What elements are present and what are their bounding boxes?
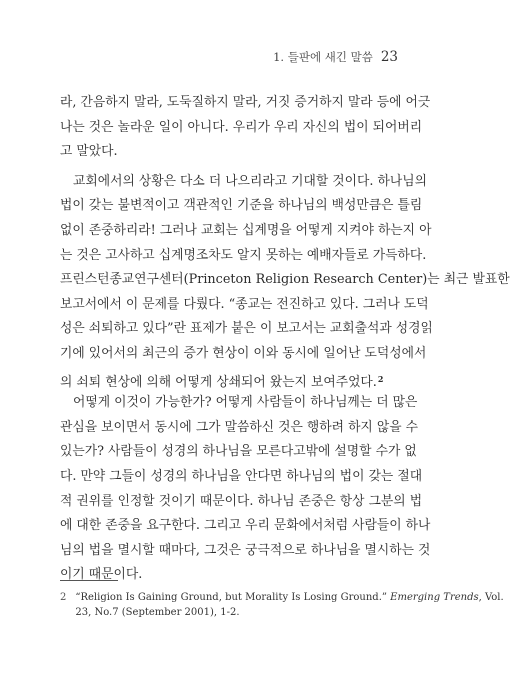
text-line: 고 말았다. (60, 144, 118, 160)
running-header (273, 49, 398, 65)
text-line: 관심을 보이면서 동시에 그가 말씀하신 것은 행하려 하지 않을 수 (60, 419, 419, 435)
text-line: 이기 때문이다. (60, 567, 143, 583)
paragraph-1 (60, 91, 431, 165)
text-line: 교회에서의 상황은 다소 더 나으리라고 기대할 것이다. 하나님의 (73, 173, 427, 189)
text-line: 없이 존중하리라! 그러나 교회는 십계명을 어떻게 지켜야 하는지 아 (60, 222, 432, 238)
text-line: 성은 쇠퇴하고 있다”란 표제가 붙은 이 보고서는 교회출석과 성경읽 (60, 321, 433, 337)
text-line-content: 의 쇠퇴 현상에 의해 어떻게 상쇄되어 왔는지 보여주었다. (60, 374, 377, 390)
paragraph-3 (60, 391, 431, 588)
text-line: 보고서에서 이 문제를 다뤘다. “종교는 전진하고 있다. 그러나 도덕 (60, 296, 429, 312)
footnote (60, 590, 504, 620)
footnote-citation: “Religion Is Gaining Ground, but Morality Is Losing Ground.” (75, 592, 391, 603)
text-line: 라, 간음하지 말라, 도둑질하지 말라, 거짓 증거하지 말라 등에 어긋 (60, 95, 431, 110)
text-line: 어떻게 이것이 가능한가? 어떻게 사람들이 하나님께는 더 많은 (73, 395, 418, 411)
text-line: 에 대한 존중을 요구한다. 그리고 우리 문화에서처럼 사람들이 하나 (60, 518, 431, 534)
text-line: 있는가? 사람들이 성경의 하나님을 모른다고밖에 설명할 수가 없 (60, 444, 417, 460)
footnote-number: 2 (60, 592, 67, 603)
text-line (60, 367, 410, 392)
text-line: 다. 만약 그들이 성경의 하나님을 안다면 하나님의 법이 갖는 절대 (60, 468, 423, 484)
chapter-title: 1. 들판에 새긴 말씀 (273, 50, 373, 64)
footnote-reference[interactable]: 2 (377, 373, 384, 384)
text-line: 나는 것은 놀라운 일이 아니다. 우리가 우리 자신의 법이 되어버리 (60, 119, 423, 135)
footnote-journal: Emerging Trends (390, 592, 479, 603)
footnote-line (75, 590, 503, 605)
text-line: 는 것은 고사하고 십계명조차도 알지 못하는 예배자들로 가득하다. (60, 247, 427, 263)
footnote-body (75, 590, 503, 620)
page-number: 23 (380, 49, 398, 65)
text-line: 적 권위를 인정할 것이기 때문이다. 하나님 존중은 항상 그분의 법 (60, 493, 423, 509)
paragraph-2 (60, 170, 510, 391)
text-line: 님의 법을 멸시할 때마다, 그것은 궁극적으로 하나님을 멸시하는 것 (60, 542, 431, 558)
body-text (60, 91, 510, 588)
text-line: 프린스턴종교연구센터(Princeton Religion Research Center)는 최근 발표한 (60, 272, 510, 288)
footnote-divider (60, 580, 118, 581)
text-line: 법이 갖는 불변적이고 객관적인 기준을 하나님의 백성만큼은 틀림 (60, 198, 423, 214)
text-line: 기에 있어서의 최근의 증가 현상이 이와 동시에 일어난 도덕성에서 (60, 345, 427, 361)
footnote-volume: , Vol. (478, 592, 504, 603)
footnote-line: 23, No.7 (September 2001), 1-2. (75, 607, 240, 618)
